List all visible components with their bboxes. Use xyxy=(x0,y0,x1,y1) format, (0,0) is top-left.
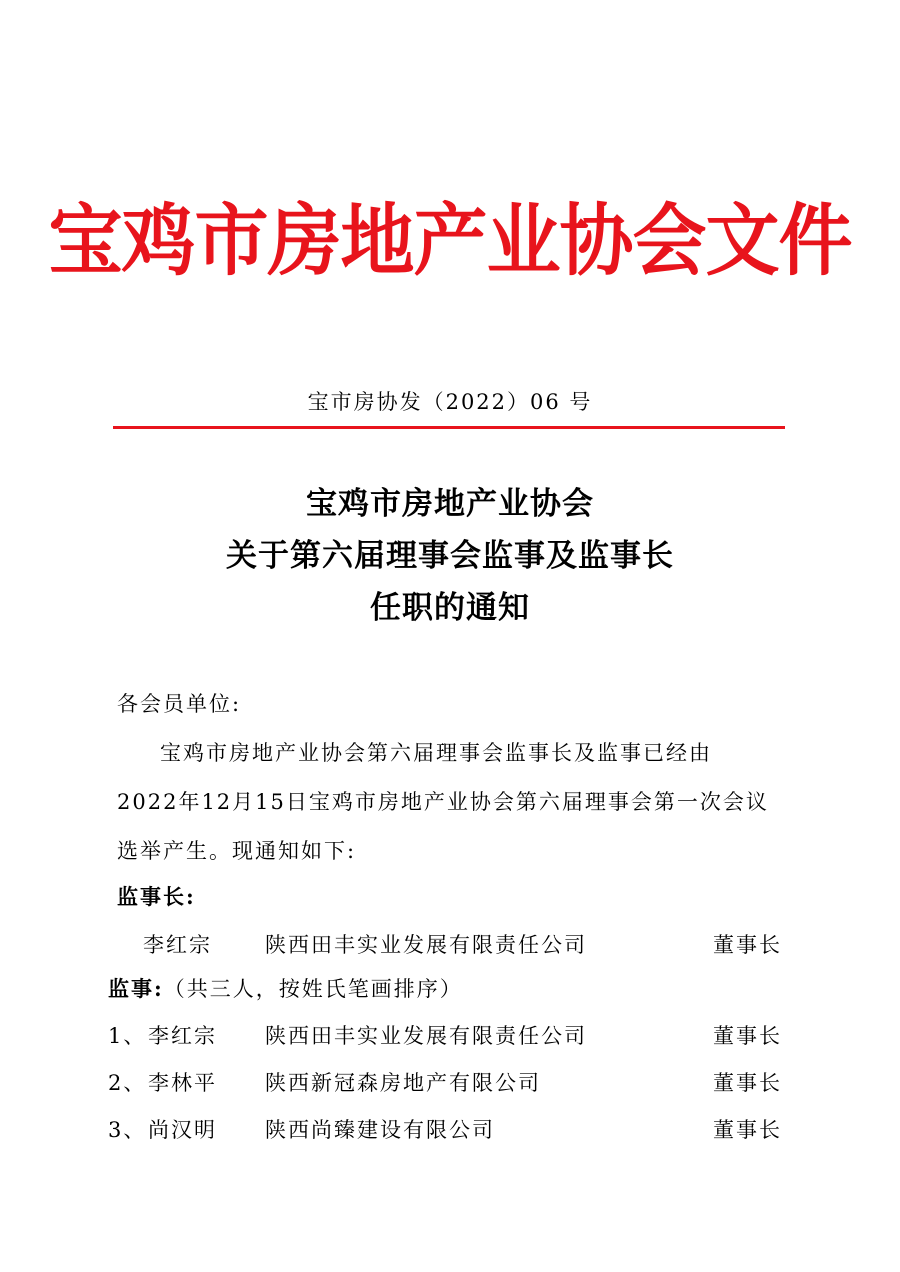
body-line-2: 2022年12月15日宝鸡市房地产业协会第六届理事会第一次会议 xyxy=(117,790,769,814)
supervisor-name: 李红宗 xyxy=(148,1024,217,1048)
supervisors-heading-row xyxy=(108,973,463,1003)
supervisor-company: 陕西田丰实业发展有限责任公司 xyxy=(265,1024,587,1048)
supervisor-number: 3、 xyxy=(108,1118,147,1142)
notice-title-line-2: 关于第六届理事会监事及监事长 xyxy=(226,538,674,574)
supervisor-position: 董事长 xyxy=(713,1118,782,1142)
notice-title-line-1: 宝鸡市房地产业协会 xyxy=(306,486,594,522)
body-line-1: 宝鸡市房地产业协会第六届理事会监事长及监事已经由 xyxy=(160,741,712,765)
supervisor-row xyxy=(0,1020,900,1050)
supervisor-position: 董事长 xyxy=(713,1024,782,1048)
supervisors-heading: 监事: xyxy=(108,976,164,1001)
supervisors-note: （共三人，按姓氏笔画排序） xyxy=(163,977,463,1001)
chief-supervisor-row xyxy=(0,929,900,959)
supervisor-row xyxy=(0,1114,900,1144)
notice-title-line-3: 任职的通知 xyxy=(370,590,530,626)
document-number: 宝市房协发（2022）06 号 xyxy=(307,390,593,414)
salutation: 各会员单位: xyxy=(117,692,242,716)
supervisor-company: 陕西尚臻建设有限公司 xyxy=(265,1118,495,1142)
body-line-3: 选举产生。现通知如下: xyxy=(117,839,357,863)
chief-supervisor-company: 陕西田丰实业发展有限责任公司 xyxy=(265,933,587,957)
chief-supervisor-position: 董事长 xyxy=(713,933,782,957)
supervisor-name: 李林平 xyxy=(148,1071,217,1095)
supervisor-company: 陕西新冠森房地产有限公司 xyxy=(265,1071,541,1095)
supervisor-row xyxy=(0,1067,900,1097)
supervisor-name: 尚汉明 xyxy=(148,1118,217,1142)
supervisor-position: 董事长 xyxy=(713,1071,782,1095)
supervisor-number: 2、 xyxy=(108,1071,147,1095)
masthead-title: 宝鸡市房地产业协会文件 xyxy=(48,195,852,287)
supervisor-number: 1、 xyxy=(108,1024,147,1048)
chief-supervisor-name: 李红宗 xyxy=(143,933,212,957)
chief-supervisor-heading: 监事长: xyxy=(117,884,196,909)
red-divider-line xyxy=(113,426,785,429)
